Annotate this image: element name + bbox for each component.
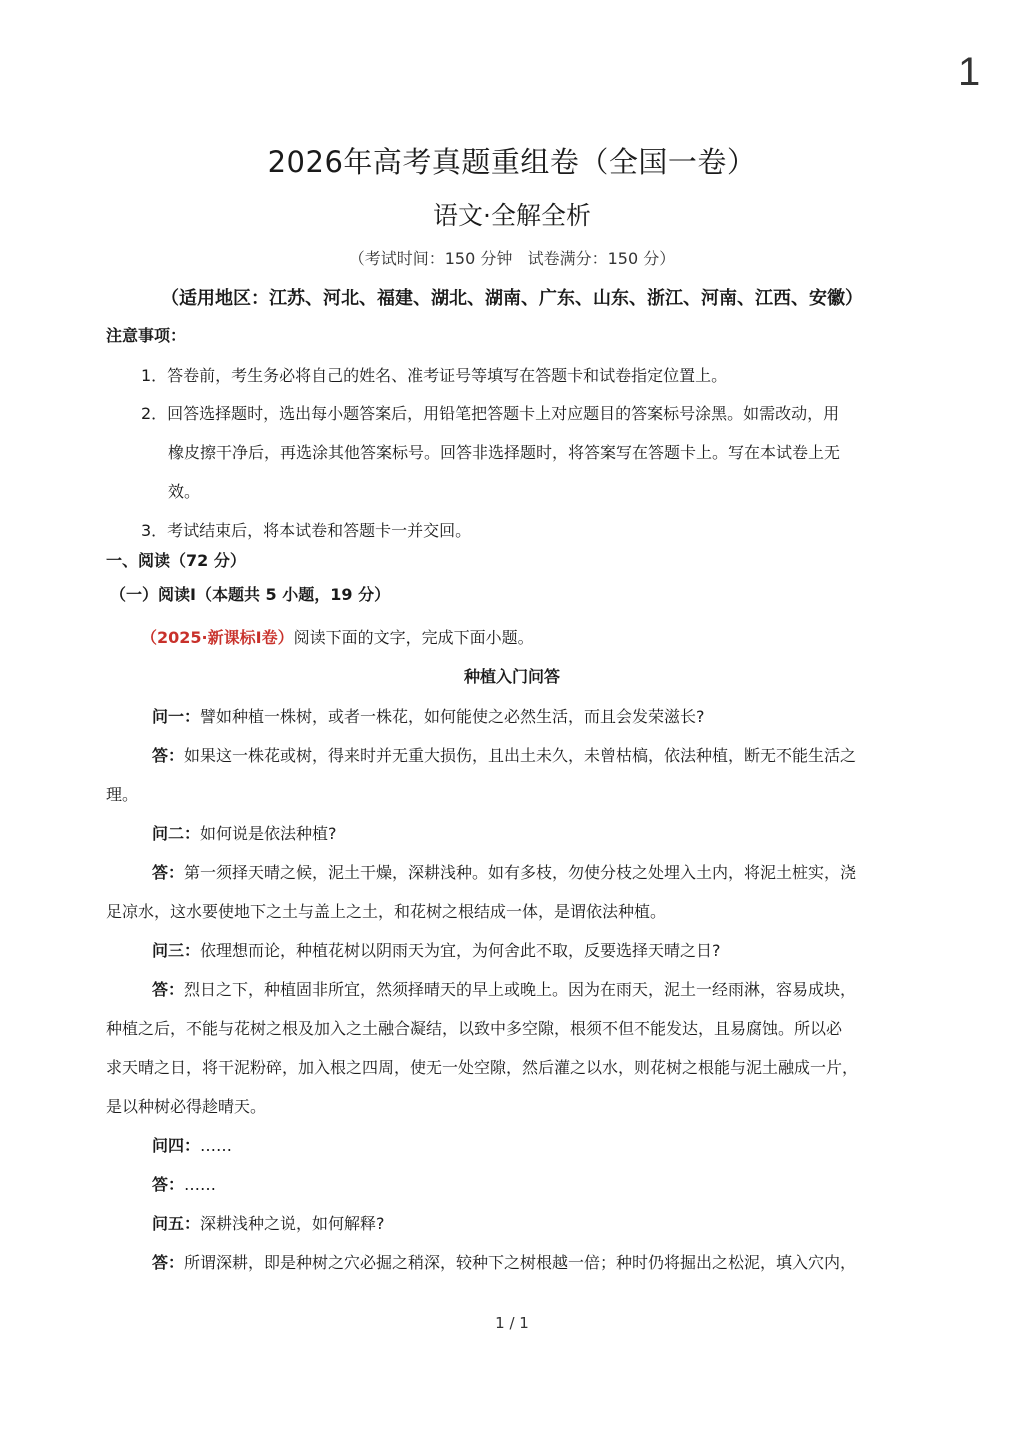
notice-item-2-line-1: 2．回答选择题时，选出每小题答案后，用铅笔把答题卡上对应题目的答案标号涂黑。如需改动，用 (141, 404, 840, 423)
question-text: 依理想而论，种植花树以阴雨天为宜，为何舍此不取，反要选择天晴之日? (200, 941, 721, 960)
answer-label: 答： (152, 1175, 185, 1194)
applicable-regions: （适用地区：江苏、河北、福建、湖北、湖南、广东、山东、浙江、河南、江西、安徽） (161, 288, 863, 309)
question-text: …… (200, 1136, 233, 1155)
notice-item-2-line-2: 橡皮擦干净后，再选涂其他答案标号。回答非选择题时，将答案写在答题卡上。写在本试卷上无 (168, 443, 841, 462)
section-heading: 一、阅读（72 分） (106, 551, 246, 570)
answer-text: …… (184, 1175, 217, 1194)
instruction-text: 阅读下面的文字，完成下面小题。 (293, 628, 534, 647)
exam-info: （考试时间：150 分钟 试卷满分：150 分） (348, 249, 676, 268)
answer-2-line-2: 足凉水，这水要使地下之土与盖上之土，和花树之根结成一体，是谓依法种植。 (106, 902, 667, 921)
page-title: 2026年高考真题重组卷（全国一卷） (267, 145, 757, 179)
subsection-heading: （一）阅读I（本题共 5 小题，19 分） (110, 585, 391, 604)
question-text: 如何说是依法种植? (200, 824, 337, 843)
passage-title: 种植入门问答 (463, 667, 560, 686)
answer-label: 答： (152, 980, 185, 999)
answer-3-line-3: 求天晴之日，将干泥粉碎，加入根之四周，使无一处空隙，然后灌之以水，则花树之根能与泥土融成一片， (106, 1058, 859, 1077)
question-label: 问三： (152, 941, 201, 960)
notice-item-3: 3．考试结束后，将本试卷和答题卡一并交回。 (141, 521, 472, 540)
answer-label: 答： (152, 746, 185, 765)
question-label: 问一： (152, 707, 201, 726)
question-text: 譬如种植一株树，或者一株花，如何能使之必然生活，而且会发荣滋长? (200, 707, 705, 726)
source-tag: （2025·新课标I卷） (141, 628, 294, 647)
page-subtitle: 语文·全解全析 (433, 201, 591, 230)
answer-2-line-1 (152, 862, 856, 884)
question-label: 问五： (152, 1214, 201, 1233)
answer-label: 答： (152, 863, 185, 882)
answer-1-line-1 (152, 745, 856, 767)
answer-1-line-2: 理。 (106, 785, 139, 804)
question-1 (152, 706, 705, 728)
question-5 (152, 1213, 385, 1235)
answer-5-line-1 (152, 1252, 856, 1274)
page-footer: 1 / 1 (495, 1314, 529, 1332)
notice-item-1: 1．答卷前，考生务必将自己的姓名、准考证号等填写在答题卡和试卷指定位置上。 (141, 366, 728, 385)
question-2 (152, 823, 337, 845)
question-label: 问四： (152, 1136, 201, 1155)
answer-text: 烈日之下，种植固非所宜，然须择晴天的早上或晚上。因为在雨天，泥土一经雨淋，容易成块， (184, 980, 857, 999)
question-3 (152, 940, 721, 962)
question-text: 深耕浅种之说，如何解释? (200, 1214, 385, 1233)
corner-page-number: 1 (958, 50, 981, 94)
question-label: 问二： (152, 824, 201, 843)
question-4 (152, 1135, 232, 1157)
instruction-line (141, 627, 534, 649)
answer-3-line-1 (152, 979, 856, 1001)
answer-label: 答： (152, 1253, 185, 1272)
answer-4 (152, 1174, 216, 1196)
answer-text: 所谓深耕，即是种树之穴必掘之稍深，较种下之树根越一倍；种时仍将掘出之松泥，填入穴内， (184, 1253, 857, 1272)
answer-3-line-4: 是以种树必得趁晴天。 (106, 1097, 267, 1116)
answer-text: 如果这一株花或树，得来时并无重大损伤，且出土未久，未曾枯槁，依法种植，断无不能生活之 (184, 746, 857, 765)
answer-3-line-2: 种植之后，不能与花树之根及加入之土融合凝结，以致中多空隙，根须不但不能发达，且易腐蚀。所以必 (106, 1019, 843, 1038)
answer-text: 第一须择天晴之候，泥土干燥，深耕浅种。如有多枝，勿使分枝之处埋入土内，将泥土桩实，浇 (184, 863, 857, 882)
notice-heading: 注意事项： (106, 326, 187, 345)
notice-item-2-line-3: 效。 (168, 482, 201, 501)
